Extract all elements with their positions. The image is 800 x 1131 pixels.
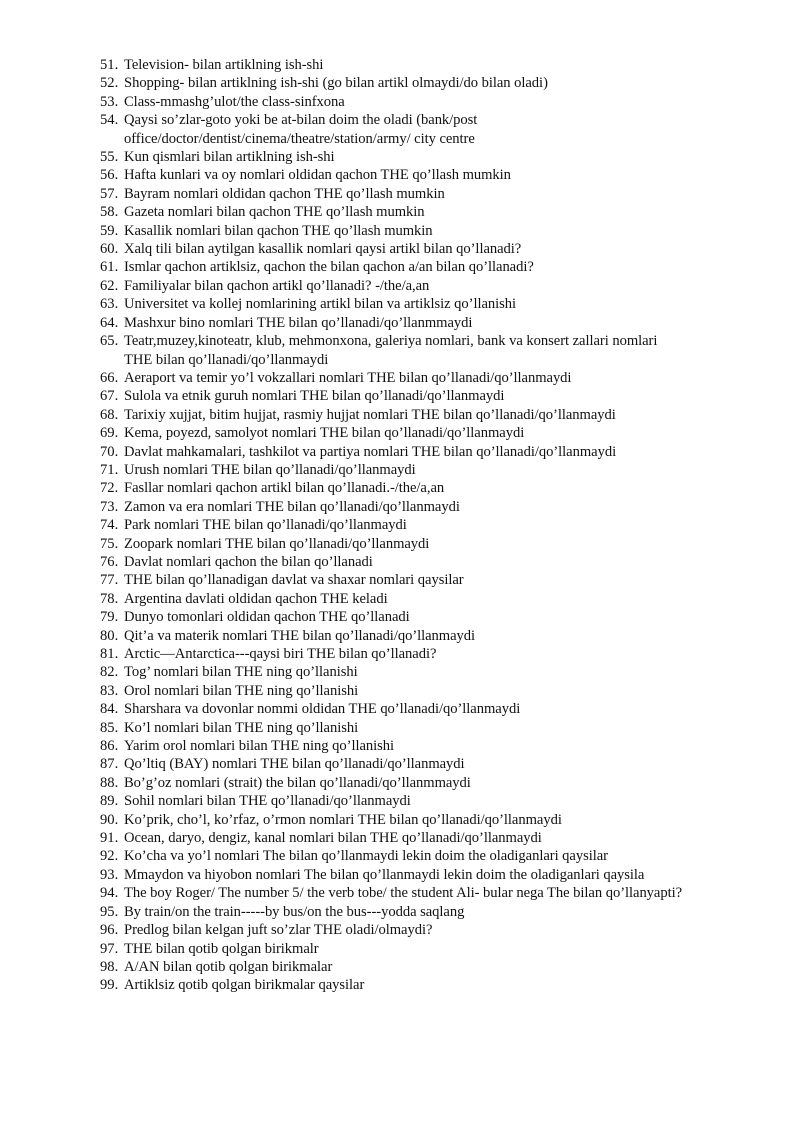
list-item <box>100 847 780 865</box>
item-text: Bayram nomlari oldidan qachon THE qo’llash mumkin <box>124 185 445 202</box>
item-number: 94. <box>100 885 119 902</box>
list-item <box>100 498 780 516</box>
item-text: Davlat nomlari qachon the bilan qo’llanadi <box>124 553 373 570</box>
item-number: 70. <box>100 443 119 460</box>
list-item <box>100 737 780 755</box>
item-number: 76. <box>100 553 119 570</box>
list-item <box>100 443 780 461</box>
item-text: Qo’ltiq (BAY) nomlari THE bilan qo’llanadi/qo’llanmaydi <box>124 756 465 773</box>
list-item <box>100 406 780 424</box>
item-number: 73. <box>100 498 119 515</box>
item-text: Tog’ nomlari bilan THE ning qo’llanishi <box>124 664 358 681</box>
list-item <box>100 976 780 994</box>
item-text: Arctic—Antarctica---qaysi biri THE bilan qo’llanadi? <box>124 646 437 662</box>
list-item <box>100 884 780 902</box>
item-text: Davlat mahkamalari, tashkilot va partiya nomlari THE bilan qo’llanadi/qo’llanmaydi <box>124 443 617 460</box>
item-number: 92. <box>100 848 119 865</box>
item-text: Zoopark nomlari THE bilan qo’llanadi/qo’llanmaydi <box>124 535 430 552</box>
list-item <box>100 424 780 442</box>
item-number: 62. <box>100 277 119 294</box>
item-number: 75. <box>100 535 119 552</box>
list-item <box>100 663 780 681</box>
item-text: Zamon va era nomlari THE bilan qo’llanadi/qo’llanmaydi <box>124 498 460 515</box>
item-text: Orol nomlari bilan THE ning qo’llanishi <box>124 682 359 699</box>
item-text: Qit’a va materik nomlari THE bilan qo’llanadi/qo’llanmaydi <box>124 627 476 644</box>
list-item <box>100 535 780 553</box>
item-number: 97. <box>100 940 119 957</box>
item-text: Gazeta nomlari bilan qachon THE qo’llash mumkin <box>124 204 425 221</box>
item-text: Predlog bilan kelgan juft so’zlar THE oladi/olmaydi? <box>124 922 433 939</box>
list-item <box>100 811 780 829</box>
list-item <box>100 903 780 921</box>
item-number: 72. <box>100 480 119 497</box>
item-text: Bo’g’oz nomlari (strait) the bilan qo’llanadi/qo’llanmmaydi <box>124 774 471 791</box>
question-list <box>100 56 780 995</box>
list-item <box>100 590 780 608</box>
item-number: 89. <box>100 793 119 810</box>
item-text: Sulola va etnik guruh nomlari THE bilan qo’llanadi/qo’llanmaydi <box>124 388 505 405</box>
list-item <box>100 571 780 589</box>
item-text: Kasallik nomlari bilan qachon THE qo’llash mumkin <box>124 222 433 239</box>
item-text: Class-mmashg’ulot/the class-sinfxona <box>124 93 345 110</box>
list-item <box>100 829 780 847</box>
item-number: 69. <box>100 425 119 442</box>
list-item <box>100 792 780 810</box>
item-text: Tarixiy xujjat, bitim hujjat, rasmiy hujjat nomlari THE bilan qo’llanadi/qo’llanmaydi <box>124 406 616 423</box>
item-number: 65. <box>100 333 119 350</box>
list-item <box>100 461 780 479</box>
list-item <box>100 56 780 74</box>
list-item <box>100 921 780 939</box>
list-item <box>100 222 780 240</box>
item-number: 71. <box>100 461 119 478</box>
item-text: Dunyo tomonlari oldidan qachon THE qo’llanadi <box>124 609 410 626</box>
item-text: Aeraport va temir yo’l vokzallari nomlari THE bilan qo’llanadi/qo’llanmaydi <box>124 369 572 386</box>
list-item <box>100 940 780 958</box>
item-number: 74. <box>100 517 119 534</box>
list-item <box>100 866 780 884</box>
item-text: Qaysi so’zlar-goto yoki be at-bilan doim the oladi (bank/post office/doctor/dentist/cinema/theatre/station/army/ city centre <box>124 112 478 147</box>
item-number: 54. <box>100 112 119 129</box>
item-number: 77. <box>100 572 119 589</box>
item-number: 64. <box>100 314 119 331</box>
item-text: Ko’cha va yo’l nomlari The bilan qo’llanmaydi lekin doim the oladiganlari qaysilar <box>124 848 608 865</box>
item-number: 99. <box>100 977 119 994</box>
list-item <box>100 645 780 663</box>
item-text: Urush nomlari THE bilan qo’llanadi/qo’llanmaydi <box>124 461 416 478</box>
item-text: Teatr,muzey,kinoteatr, klub, mehmonxona, galeriya nomlari, bank va konsert zallari nomlari THE bilan qo’llanadi/qo’llanmaydi <box>124 333 658 368</box>
item-number: 80. <box>100 627 119 644</box>
list-item <box>100 166 780 184</box>
item-text: Familiyalar bilan qachon artikl qo’llanadi? -/the/a,an <box>124 277 430 294</box>
item-text: Universitet va kollej nomlarining artikl bilan va artiklsiz qo’llanishi <box>124 296 517 313</box>
item-number: 52. <box>100 75 119 92</box>
item-number: 55. <box>100 149 119 166</box>
item-text: Ocean, daryo, dengiz, kanal nomlari bilan THE qo’llanadi/qo’llanmaydi <box>124 830 542 847</box>
item-number: 60. <box>100 241 119 258</box>
item-number: 63. <box>100 296 119 313</box>
list-item <box>100 148 780 166</box>
list-item <box>100 277 780 295</box>
item-text: THE bilan qo’llanadigan davlat va shaxar nomlari qaysilar <box>124 572 464 589</box>
item-number: 81. <box>100 646 119 662</box>
item-number: 51. <box>100 57 119 73</box>
item-text: Kun qismlari bilan artiklning ish-shi <box>124 149 335 166</box>
list-item <box>100 608 780 626</box>
list-item <box>100 682 780 700</box>
item-text: Ko’l nomlari bilan THE ning qo’llanishi <box>124 719 359 736</box>
item-text: Television- bilan artiklning ish-shi <box>124 57 324 73</box>
item-number: 95. <box>100 903 119 920</box>
item-number: 96. <box>100 922 119 939</box>
item-text: Sharshara va dovonlar nommi oldidan THE qo’llanadi/qo’llanmaydi <box>124 701 521 718</box>
item-number: 78. <box>100 590 119 607</box>
list-item <box>100 700 780 718</box>
item-number: 68. <box>100 406 119 423</box>
list-item <box>100 516 780 534</box>
list-item <box>100 332 780 369</box>
item-text: Mmaydon va hiyobon nomlari The bilan qo’llanmaydi lekin doim the oladiganlari qaysila <box>124 866 645 883</box>
list-item <box>100 314 780 332</box>
list-item <box>100 240 780 258</box>
item-number: 87. <box>100 756 119 773</box>
list-item <box>100 958 780 976</box>
list-item <box>100 74 780 92</box>
item-number: 66. <box>100 369 119 386</box>
item-number: 82. <box>100 664 119 681</box>
item-text: Artiklsiz qotib qolgan birikmalar qaysilar <box>124 977 365 994</box>
list-item <box>100 627 780 645</box>
list-item <box>100 295 780 313</box>
item-number: 67. <box>100 388 119 405</box>
item-text: Shopping- bilan artiklning ish-shi (go bilan artikl olmaydi/do bilan oladi) <box>124 75 548 92</box>
item-number: 93. <box>100 866 119 883</box>
list-item <box>100 387 780 405</box>
item-number: 84. <box>100 701 119 718</box>
item-number: 86. <box>100 738 119 755</box>
item-number: 53. <box>100 93 119 110</box>
item-text: Argentina davlati oldidan qachon THE keladi <box>124 590 388 607</box>
item-number: 88. <box>100 774 119 791</box>
item-number: 58. <box>100 204 119 221</box>
item-text: Xalq tili bilan aytilgan kasallik nomlari qaysi artikl bilan qo’llanadi? <box>124 241 522 258</box>
item-number: 57. <box>100 185 119 202</box>
item-number: 90. <box>100 811 119 828</box>
item-text: Mashxur bino nomlari THE bilan qo’llanadi/qo’llanmmaydi <box>124 314 473 331</box>
list-item <box>100 755 780 773</box>
item-number: 61. <box>100 259 119 276</box>
item-text: Park nomlari THE bilan qo’llanadi/qo’llanmaydi <box>124 517 407 534</box>
item-text: A/AN bilan qotib qolgan birikmalar <box>124 958 333 975</box>
item-number: 79. <box>100 609 119 626</box>
item-number: 98. <box>100 958 119 975</box>
list-item <box>100 479 780 497</box>
item-text: Fasllar nomlari qachon artikl bilan qo’llanadi.-/the/a,an <box>124 480 445 497</box>
item-text: Yarim orol nomlari bilan THE ning qo’llanishi <box>124 738 395 755</box>
list-item <box>100 774 780 792</box>
list-item <box>100 93 780 111</box>
item-text: Ismlar qachon artiklsiz, qachon the bilan qachon a/an bilan qo’llanadi? <box>124 259 534 276</box>
list-item <box>100 553 780 571</box>
item-number: 85. <box>100 719 119 736</box>
item-number: 56. <box>100 167 119 184</box>
item-number: 59. <box>100 222 119 239</box>
item-text: Hafta kunlari va oy nomlari oldidan qachon THE qo’llash mumkin <box>124 167 511 184</box>
list-item <box>100 111 780 148</box>
list-item <box>100 258 780 276</box>
item-text: By train/on the train-----by bus/on the bus---yodda saqlang <box>124 903 465 920</box>
item-number: 91. <box>100 830 119 847</box>
list-item <box>100 203 780 221</box>
list-item <box>100 719 780 737</box>
list-item <box>100 185 780 203</box>
item-text: Kema, poyezd, samolyot nomlari THE bilan qo’llanadi/qo’llanmaydi <box>124 425 525 442</box>
item-text: THE bilan qotib qolgan birikmalr <box>124 940 319 957</box>
item-text: Sohil nomlari bilan THE qo’llanadi/qo’llanmaydi <box>124 793 411 810</box>
item-text: The boy Roger/ The number 5/ the verb tobe/ the student Ali- bular nega The bilan qo’llanyapti? <box>124 885 683 902</box>
item-text: Ko’prik, cho’l, ko’rfaz, o’rmon nomlari THE bilan qo’llanadi/qo’llanmaydi <box>124 811 562 828</box>
list-item <box>100 369 780 387</box>
item-number: 83. <box>100 682 119 699</box>
